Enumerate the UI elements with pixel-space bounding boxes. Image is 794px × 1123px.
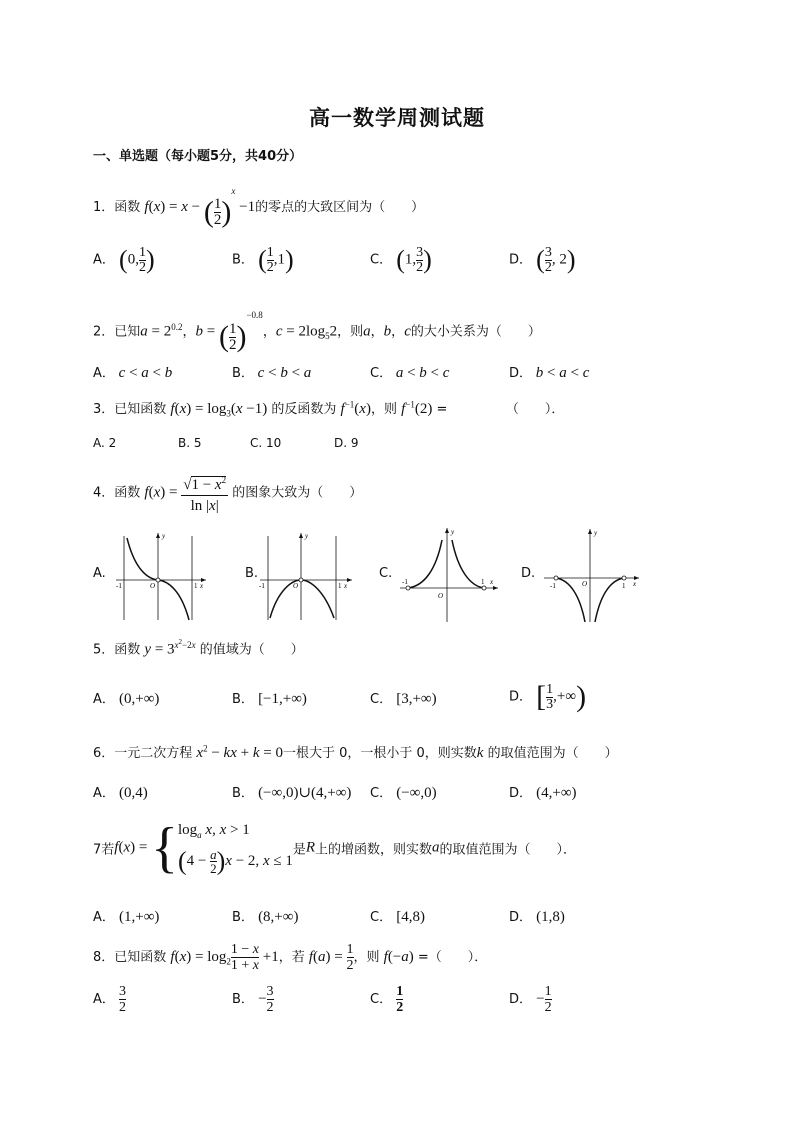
- q3-option-a[interactable]: A. 2: [93, 436, 117, 450]
- question-7: 7若f(x) = { $\log_a x$, x > 1 (4 − $\frac{a}{2}$ )x − 2, x ≤ 1 是R上的增函数，则实数a的取值范围为（ ）．: [93, 817, 577, 879]
- graph-d-x-label: x: [633, 580, 637, 588]
- q4-option-a[interactable]: A.: [93, 566, 106, 581]
- question-6: 6．一元二次方程 $x^2$ − kx + k = 0一根大于 0，一根小于 0，则实数k 的取值范围为（ ）: [93, 743, 618, 761]
- q7-option-a[interactable]: A． (1,+∞): [93, 909, 160, 925]
- graph-a-neg1: -1: [116, 582, 122, 590]
- q2-option-d[interactable]: D． b < a < c: [509, 365, 590, 381]
- q3-option-c[interactable]: C. 10: [250, 436, 282, 450]
- section-heading: 一、单选题（每小题5分，共40分）: [93, 149, 303, 164]
- q7-option-c[interactable]: C． [4,8): [370, 909, 425, 925]
- q3-option-d[interactable]: D. 9: [334, 436, 359, 450]
- graph-d-neg1: -1: [550, 582, 556, 590]
- question-3: 3．已知函数 $f(x) = \log_3(x -1)$ 的反函数为 $f^{-1}(x)$，则 $f^{-1}(2)$ = （ ）．: [93, 399, 565, 419]
- q4-graph-d: [542, 526, 642, 626]
- question-1-text: 1．函数 f(x) = x − ( $\frac{1}{2}$ )$^x$ −1的零点的大致区间为（ ）: [93, 186, 425, 229]
- q2-option-a[interactable]: A． c < a < b: [93, 365, 173, 381]
- q6-option-d[interactable]: D． (4,+∞): [509, 785, 577, 801]
- q8-option-b[interactable]: B． − $\frac{3}{2}$: [232, 984, 274, 1015]
- q4-graph-a: [110, 530, 210, 622]
- graph-b-origin: O: [293, 582, 299, 590]
- graph-c-x-label: x: [490, 578, 494, 586]
- question-5: 5．函数 $y = 3^{x^2-2x}$ 的值域为（ ）: [93, 638, 304, 658]
- graph-a-x-label: x: [200, 582, 204, 590]
- q1-option-a[interactable]: A． (0, $\frac{1}{2}$ ): [93, 244, 155, 275]
- q4-option-d[interactable]: D.: [521, 566, 536, 581]
- q8-option-d[interactable]: D． − $\frac{1}{2}$: [509, 984, 552, 1015]
- q2-option-c[interactable]: C． a < b < c: [370, 365, 450, 381]
- q8-option-c[interactable]: C． $\frac{1}{2}$: [370, 984, 404, 1015]
- graph-d-origin: O: [582, 580, 588, 588]
- graph-c-neg1: -1: [402, 578, 408, 586]
- graph-c-y-label: y: [451, 528, 455, 536]
- graph-c-one: 1: [481, 578, 485, 586]
- q3-option-b[interactable]: B. 5: [178, 436, 202, 450]
- q4-graph-b: [256, 530, 356, 622]
- graph-b-one: 1: [338, 582, 342, 590]
- question-2: 2．已知$a = 2^{0.2}$，b = ( $\frac{1}{2}$ )$^{-0.8}$，$c = 2\log_52$，则a，b，c的大小关系为（ ）: [93, 310, 541, 354]
- page-title: 高一数学周测试题: [309, 105, 485, 130]
- graph-a-origin: O: [150, 582, 156, 590]
- graph-b-x-label: x: [344, 582, 348, 590]
- q1-option-d[interactable]: D． ( $\frac{3}{2}$ , 2): [509, 244, 576, 275]
- q2-option-b[interactable]: B． c < b < a: [232, 365, 312, 381]
- graph-c-origin: O: [438, 592, 444, 600]
- q6-option-c[interactable]: C． (−∞,0): [370, 785, 437, 801]
- q1-option-b[interactable]: B． ( $\frac{1}{2}$ ,1): [232, 244, 294, 275]
- q5-option-b[interactable]: B． [−1,+∞): [232, 691, 307, 707]
- q4-option-c[interactable]: C.: [379, 566, 393, 581]
- q6-option-a[interactable]: A． (0,4): [93, 785, 148, 801]
- q8-option-a[interactable]: A． $\frac{3}{2}$: [93, 984, 127, 1015]
- q4-graph-c: [398, 526, 502, 626]
- graph-a-one: 1: [194, 582, 198, 590]
- graph-d-one: 1: [622, 582, 626, 590]
- q7-option-d[interactable]: D． (1,8): [509, 909, 565, 925]
- question-1: [93, 186, 424, 230]
- q7-option-b[interactable]: B． (8,+∞): [232, 909, 299, 925]
- q4-option-b[interactable]: B.: [245, 566, 259, 581]
- graph-b-neg1: -1: [259, 582, 265, 590]
- q5-option-d[interactable]: D． [ $\frac{1}{3}$ ,+∞): [509, 680, 587, 713]
- q1-option-c[interactable]: C． (1, $\frac{3}{2}$ ): [370, 244, 432, 275]
- q6-option-b[interactable]: B． (−∞,0)∪(4,+∞): [232, 785, 352, 801]
- q5-option-a[interactable]: A． (0,+∞): [93, 691, 160, 707]
- question-4: 4．函数 f(x) = $\frac{√1 - x^2}{\ln |x|}$ 的图象大致为（ ）: [93, 470, 362, 516]
- question-8: 8．已知函数 $f(x) = \log_2$ $\frac{1 - x}{1 + x}$ +1，若 f(a) = $\frac{1}{2}$ ，则 f(−a) =（ ）．: [93, 942, 488, 973]
- graph-d-y-label: y: [594, 529, 598, 537]
- q5-option-c[interactable]: C． [3,+∞): [370, 691, 437, 707]
- graph-b-y-label: y: [305, 532, 309, 540]
- graph-a-y-label: y: [162, 532, 166, 540]
